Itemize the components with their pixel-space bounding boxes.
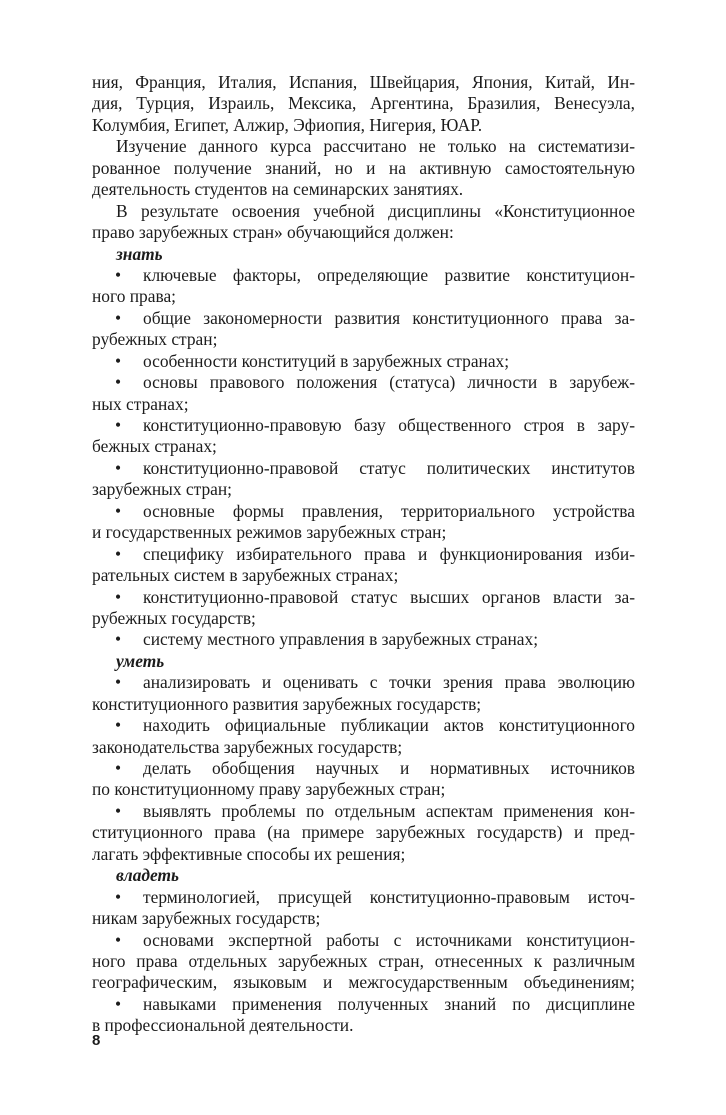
bullet-list-item <box>92 715 635 736</box>
bullet-text: основами экспертной работы с источниками конституцион- <box>143 929 635 950</box>
text-line: бежных странах; <box>92 436 217 457</box>
bullet-list-item <box>92 351 635 372</box>
bullet-list-item <box>92 501 635 522</box>
bullet-list-item <box>92 544 635 565</box>
text-line: по конституционному праву зарубежных стран; <box>92 779 446 800</box>
text-line: рательных систем в зарубежных странах; <box>92 565 399 586</box>
bullet-icon: • <box>115 929 122 950</box>
text-line: рубежных государств; <box>92 607 256 628</box>
section-heading: знать <box>116 243 163 264</box>
bullet-icon: • <box>115 543 122 564</box>
bullet-list-item <box>92 415 635 436</box>
bullet-list-item <box>92 930 635 951</box>
bullet-list-item <box>92 629 635 650</box>
bullet-list-item <box>92 587 635 608</box>
text-line: лагать эффективные способы их решения; <box>92 843 406 864</box>
text-line: рованное получение знаний, но и на активную самостоятельную <box>92 157 635 178</box>
bullet-icon: • <box>115 415 122 435</box>
bullet-list-item <box>92 887 635 908</box>
bullet-text: общие закономерности развития конституционного права за- <box>143 307 635 328</box>
bullet-icon: • <box>115 758 122 778</box>
text-line: дия, Турция, Израиль, Мексика, Аргентина, Бразилия, Венесуэла, <box>92 93 635 114</box>
bullet-text: делать обобщения научных и нормативных источников <box>143 758 635 778</box>
bullet-text: конституционно-правовой статус высших органов власти за- <box>143 586 635 607</box>
bullet-text: специфику избирательного права и функционирования изби- <box>143 543 635 564</box>
text-line: географическим, языковым и межгосударственным объединениям; <box>92 972 635 993</box>
bullet-text: конституционно-правовую базу общественного строя в зару- <box>143 415 635 435</box>
text-line: В результате освоения учебной дисциплины «Конституционное <box>116 200 635 221</box>
bullet-list-item <box>92 308 635 329</box>
text-line: в профессиональной деятельности. <box>92 1015 354 1036</box>
bullet-icon: • <box>115 672 122 693</box>
bullet-icon: • <box>115 350 122 371</box>
bullet-icon: • <box>115 715 122 736</box>
text-line: никам зарубежных государств; <box>92 908 321 929</box>
section-heading: владеть <box>116 865 179 886</box>
page-number: 8 <box>92 1032 101 1049</box>
bullet-icon: • <box>115 372 122 393</box>
bullet-text: выявлять проблемы по отдельным аспектам применения кон- <box>143 800 635 821</box>
bullet-icon: • <box>115 500 122 521</box>
text-line: право зарубежных стран» обучающийся должен: <box>92 222 454 243</box>
bullet-icon: • <box>115 629 122 650</box>
page-body <box>92 72 635 1037</box>
bullet-icon: • <box>115 800 122 821</box>
text-line: и государственных режимов зарубежных стран; <box>92 522 447 543</box>
bullet-list-item <box>92 994 635 1015</box>
bullet-icon: • <box>115 993 122 1014</box>
text-line: Изучение данного курса рассчитано не только на систематизи- <box>116 136 635 157</box>
bullet-text: конституционно-правовой статус политических институтов <box>143 457 635 478</box>
bullet-list-item <box>92 458 635 479</box>
text-line: конституционного развития зарубежных государств; <box>92 693 482 714</box>
text-line: ституционного права (на примере зарубежных государств) и пред- <box>92 822 635 843</box>
text-line: ного права; <box>92 286 176 307</box>
bullet-icon: • <box>115 307 122 328</box>
text-line: зарубежных стран; <box>92 479 232 500</box>
bullet-list-item <box>92 801 635 822</box>
section-heading: уметь <box>116 650 165 671</box>
bullet-text: навыками применения полученных знаний по дисциплине <box>143 993 635 1014</box>
bullet-text: систему местного управления в зарубежных странах; <box>143 629 539 650</box>
bullet-list-item <box>92 265 635 286</box>
bullet-text: анализировать и оценивать с точки зрения права эволюцию <box>143 672 635 693</box>
text-line: Колумбия, Египет, Алжир, Эфиопия, Нигерия, ЮАР. <box>92 114 483 135</box>
text-line: ных странах; <box>92 393 189 414</box>
bullet-text: основные формы правления, территориального устройства <box>143 500 635 521</box>
bullet-text: особенности конституций в зарубежных странах; <box>143 350 510 371</box>
text-line: деятельность студентов на семинарских занятиях. <box>92 179 464 200</box>
bullet-icon: • <box>115 586 122 607</box>
text-line: ного права отдельных зарубежных стран, отнесенных к различным <box>92 950 635 971</box>
bullet-list-item <box>92 758 635 779</box>
bullet-icon: • <box>115 457 122 478</box>
text-line: законодательства зарубежных государств; <box>92 736 403 757</box>
text-line: ния, Франция, Италия, Испания, Швейцария, Япония, Китай, Ин- <box>92 72 635 92</box>
bullet-icon: • <box>115 264 122 285</box>
bullet-icon: • <box>115 886 122 907</box>
text-line: рубежных стран; <box>92 329 218 350</box>
bullet-list-item <box>92 672 635 693</box>
bullet-text: терминологией, присущей конституционно-правовым источ- <box>143 886 635 907</box>
bullet-text: находить официальные публикации актов конституционного <box>143 715 635 736</box>
bullet-text: ключевые факторы, определяющие развитие конституцион- <box>143 264 635 285</box>
bullet-text: основы правового положения (статуса) личности в зарубеж- <box>143 372 635 393</box>
bullet-list-item <box>92 372 635 393</box>
